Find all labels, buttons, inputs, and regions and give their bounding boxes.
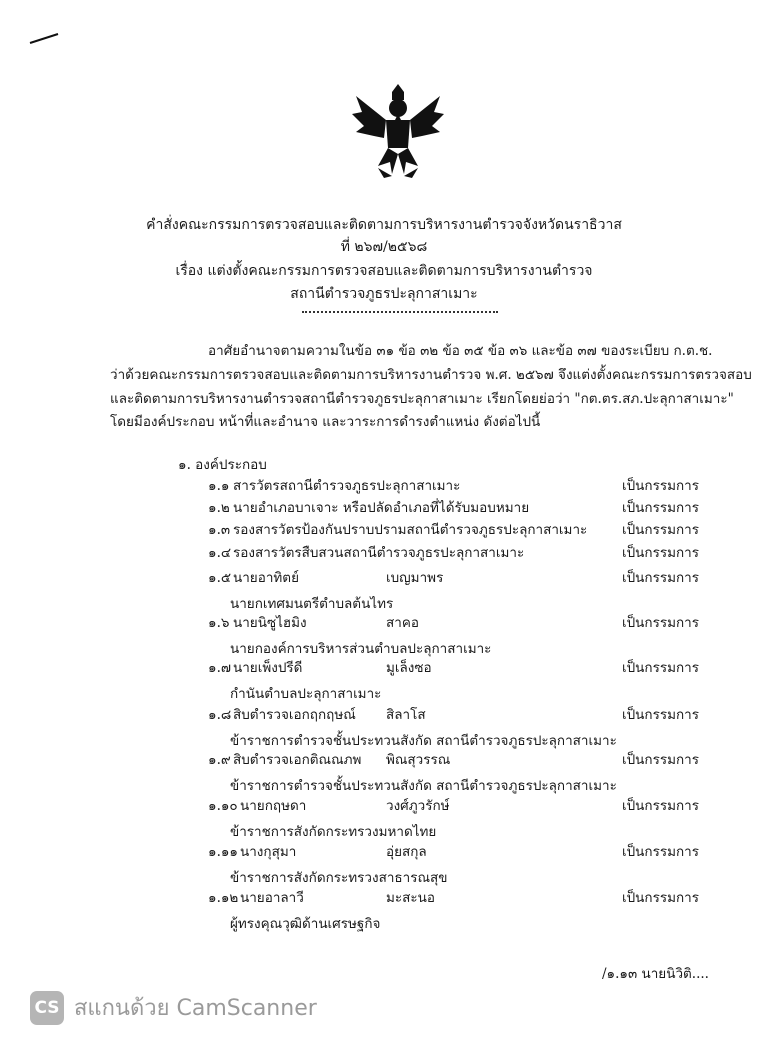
- member-surname: สาคอ: [386, 615, 419, 631]
- member-number: ๑.๖: [208, 615, 230, 631]
- member-position: ข้าราชการสังกัดกระทรวงมหาดไทย: [230, 824, 437, 840]
- member-name: นายกฤษดา: [240, 798, 307, 814]
- member-number: ๑.๕: [208, 570, 232, 586]
- dotted-divider: [302, 311, 498, 313]
- body-line: โดยมีองค์ประกอบ หน้าที่และอำนาจ และวาระการดำรงตำแหน่ง ดังต่อไปนี้: [110, 414, 541, 430]
- member-number: ๑.๘: [208, 707, 232, 723]
- member-role: เป็นกรรมการ: [622, 522, 699, 538]
- member-position: นายกองค์การบริหารส่วนตำบลปะลุกาสาเมาะ: [230, 641, 492, 657]
- body-line: และติดตามการบริหารงานตำรวจสถานีตำรวจภูธรปะลุกาสาเมาะ เรียกโดยย่อว่า "กต.ตร.สภ.ปะลุกาสาเมาะ": [110, 391, 734, 407]
- member-name: นางกุสุมา: [240, 844, 297, 860]
- member-role: เป็นกรรมการ: [622, 798, 699, 814]
- member-name: นายนิซูไฮมิง: [233, 615, 307, 631]
- member-name: สิบตำรวจเอกฤกฤษณ์: [233, 707, 356, 723]
- body-line: ว่าด้วยคณะกรรมการตรวจสอบและติดตามการบริหารงานตำรวจ พ.ศ. ๒๕๖๗ จึงแต่งตั้งคณะกรรมการตรวจสอบ: [110, 367, 752, 383]
- member-name: รองสารวัตรสืบสวนสถานีตำรวจภูธรปะลุกาสาเมาะ: [233, 545, 525, 561]
- member-number: ๑.๒: [208, 500, 230, 516]
- member-name: นายเพ็งปรีดี: [233, 660, 303, 676]
- watermark-text: สแกนด้วย CamScanner: [74, 996, 317, 1021]
- member-number: ๑.๔: [208, 545, 232, 561]
- member-role: เป็นกรรมการ: [622, 844, 699, 860]
- member-number: ๑.๙: [208, 752, 231, 768]
- member-surname: วงศ์ภูวรักษ์: [386, 798, 450, 814]
- member-number: ๑.๗: [208, 660, 232, 676]
- member-position: ข้าราชการตำรวจชั้นประทวนสังกัด สถานีตำรวจภูธรปะลุกาสาเมาะ: [230, 733, 617, 749]
- member-surname: มะสะนอ: [386, 890, 435, 906]
- garuda-emblem-icon: [348, 82, 448, 182]
- member-role: เป็นกรรมการ: [622, 707, 699, 723]
- member-number: ๑.๑: [208, 478, 230, 494]
- member-name: สิบตำรวจเอกติณณภพ: [233, 752, 362, 768]
- camscanner-logo-icon: CS: [30, 991, 64, 1025]
- section-heading: ๑. องค์ประกอบ: [178, 457, 267, 473]
- member-name: สารวัตรสถานีตำรวจภูธรปะลุกาสาเมาะ: [233, 478, 461, 494]
- member-role: เป็นกรรมการ: [622, 500, 699, 516]
- order-title: คำสั่งคณะกรรมการตรวจสอบและติดตามการบริหารงานตำรวจจังหวัดนราธิวาส: [146, 217, 622, 233]
- member-surname: เบญมาพร: [386, 570, 444, 586]
- subject-line-2: สถานีตำรวจภูธรปะลุกาสาเมาะ: [290, 286, 478, 302]
- member-role: เป็นกรรมการ: [622, 615, 699, 631]
- member-number: ๑.๑๒: [208, 890, 239, 906]
- member-number: ๑.๑๐: [208, 798, 238, 814]
- member-surname: สิลาโส: [386, 707, 426, 723]
- member-role: เป็นกรรมการ: [622, 752, 699, 768]
- member-number: ๑.๑๑: [208, 844, 238, 860]
- member-position: นายกเทศมนตรีตำบลต้นไทร: [230, 596, 394, 612]
- member-position: ข้าราชการสังกัดกระทรวงสาธารณสุข: [230, 870, 448, 886]
- member-role: เป็นกรรมการ: [622, 570, 699, 586]
- body-line: อาศัยอำนาจตามความในข้อ ๓๑ ข้อ ๓๒ ข้อ ๓๕ ข้อ ๓๖ และข้อ ๓๗ ของระเบียบ ก.ต.ช.: [208, 343, 713, 359]
- member-role: เป็นกรรมการ: [622, 660, 699, 676]
- member-position: กำนันตำบลปะลุกาสาเมาะ: [230, 686, 382, 702]
- member-name: นายอำเภอบาเจาะ หรือปลัดอำเภอที่ได้รับมอบหมาย: [233, 500, 530, 516]
- order-number: ที่ ๒๖๗/๒๕๖๘: [340, 239, 428, 255]
- member-surname: มูเล็งซอ: [386, 660, 432, 676]
- member-name: รองสารวัตรป้องกันปราบปรามสถานีตำรวจภูธรปะลุกาสาเมาะ: [233, 522, 588, 538]
- continuation-note: /๑.๑๓ นายนิวิติ....: [602, 966, 709, 982]
- member-position: ข้าราชการตำรวจชั้นประทวนสังกัด สถานีตำรวจภูธรปะลุกาสาเมาะ: [230, 778, 617, 794]
- member-surname: อุ่ยสกุล: [386, 844, 427, 860]
- member-surname: พิณสุวรรณ: [386, 752, 451, 768]
- member-role: เป็นกรรมการ: [622, 890, 699, 906]
- pen-mark-icon: [28, 30, 64, 46]
- member-position: ผู้ทรงคุณวุฒิด้านเศรษฐกิจ: [230, 916, 381, 932]
- member-role: เป็นกรรมการ: [622, 478, 699, 494]
- member-name: นายอาลาวี: [240, 890, 304, 906]
- member-role: เป็นกรรมการ: [622, 545, 699, 561]
- member-number: ๑.๓: [208, 522, 231, 538]
- camscanner-watermark: [30, 990, 317, 1025]
- member-name: นายอาทิตย์: [233, 570, 299, 586]
- subject-line: เรื่อง แต่งตั้งคณะกรรมการตรวจสอบและติดตามการบริหารงานตำรวจ: [175, 263, 593, 279]
